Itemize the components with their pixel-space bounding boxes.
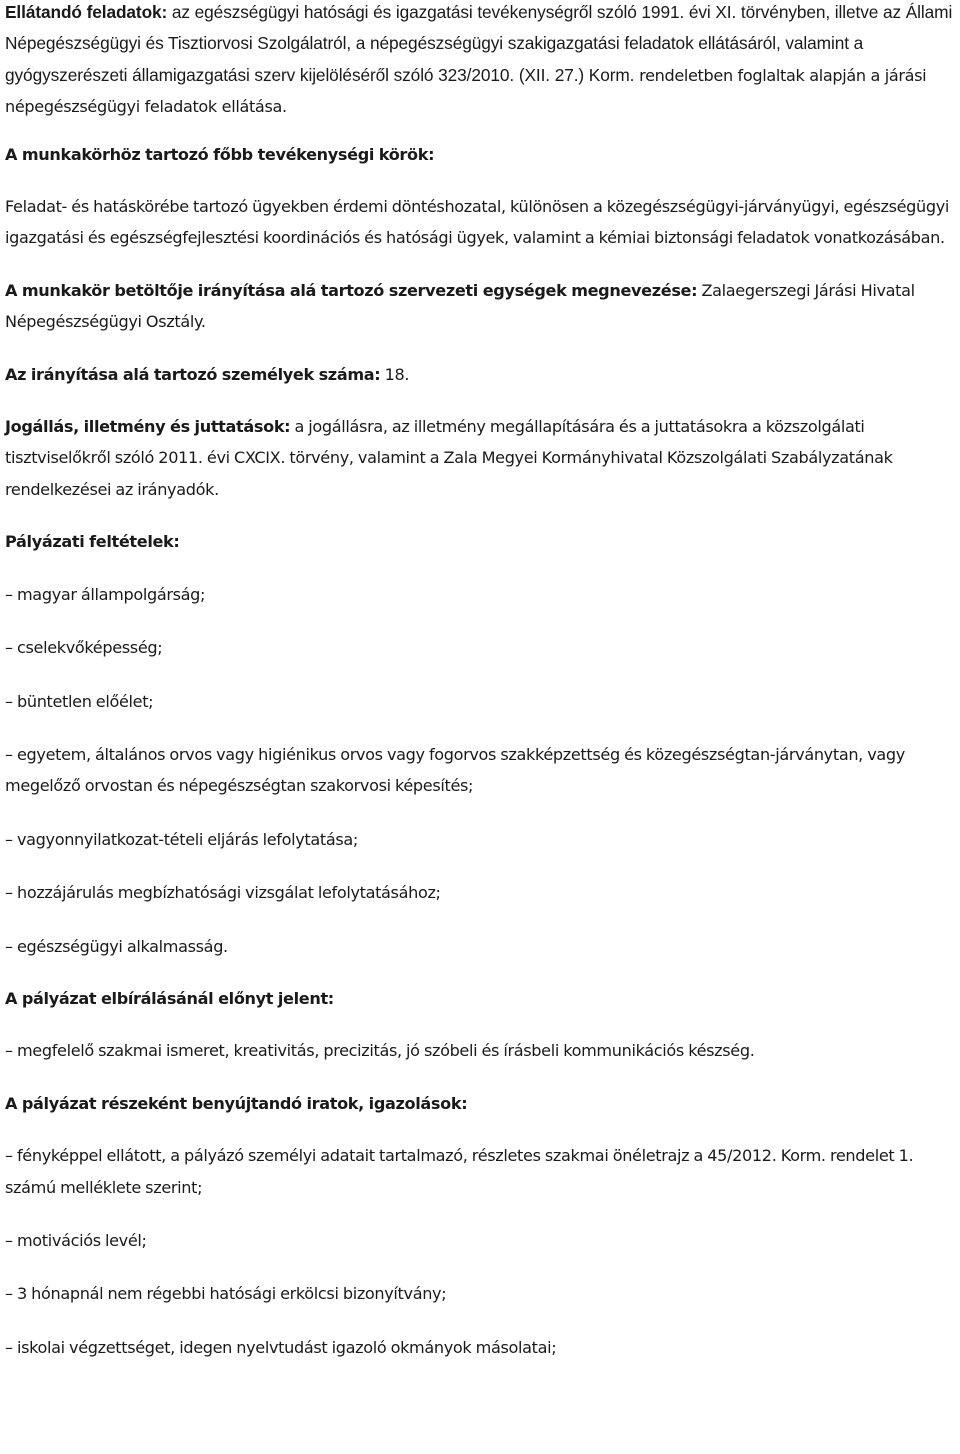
list-item: – cselekvőképesség; — [5, 638, 163, 658]
list-item: – megfelelő szakmai ismeret, kreativitás, precizitás, jó szóbeli és írásbeli kommunikációs készség. — [5, 1041, 755, 1061]
dash-bullet: – — [5, 936, 13, 956]
units-value: Zalaegerszegi Járási Hivatal Népegészségügyi Osztály. — [5, 280, 915, 332]
list-item: – motivációs levél; — [5, 1230, 147, 1250]
conditions-list — [5, 579, 955, 962]
list-item: – egyetem, általános orvos vagy higiénikus orvos vagy fogorvos szakképzettség és közegészségtan-járványtan, vagy megelőző orvostan és népegészségtan szakorvosi képesítés; — [5, 744, 905, 796]
salary-value: a jogállásra, az illetmény megállapítására és a juttatásokra a közszolgálati tisztviselőkről szóló 2011. évi CXCIX. törvény, valamint a Zala Megyei Kormányhivatal Közszolgálati Szabályzatának rendelkezései az irányadók. — [5, 417, 893, 499]
duties-heading: A munkakörhöz tartozó főbb tevékenységi körök: — [5, 144, 435, 164]
salary-paragraph — [5, 411, 955, 505]
staff-value: 18. — [380, 364, 410, 384]
list-item: – vagyonnyilatkozat-tételi eljárás lefolytatása; — [5, 829, 358, 849]
intro-paragraph — [5, 0, 955, 123]
list-item: – magyar állampolgárság; — [5, 584, 206, 604]
conditions-heading: Pályázati feltételek: — [5, 532, 180, 552]
documents-heading: A pályázat részeként benyújtandó iratok, igazolások: — [5, 1093, 468, 1113]
intro-text-part-2: rendeletben foglaltak alapján a járási népegészségügyi feladatok ellátása. — [5, 65, 927, 117]
intro-label: Ellátandó feladatok: — [5, 2, 168, 22]
dash-bullet: – — [5, 1041, 13, 1061]
staff-paragraph — [5, 359, 955, 390]
list-item: – hozzájárulás megbízhatósági vizsgálat lefolytatásához; — [5, 883, 441, 903]
list-item: – büntetlen előélet; — [5, 691, 154, 711]
advantages-heading: A pályázat elbírálásánál előnyt jelent: — [5, 988, 334, 1008]
dash-bullet: – — [5, 584, 13, 604]
salary-label: Jogállás, illetmény és juttatások: — [5, 417, 291, 437]
dash-bullet: – — [5, 829, 13, 849]
staff-label: Az irányítása alá tartozó személyek száma: — [5, 364, 381, 384]
dash-bullet: – — [5, 691, 13, 711]
intro-text-part-1: az egészségügyi hatósági és igazgatási tevékenységről szóló 1991. évi XI. törvényben, illetve az Állami Népegészségügyi és Tisztiorvosi Szolgálatról, a népegészségügyi szakigazgatási feladatok ellátásáról, valamint a gyógyszerészeti államigazgatási szerv kijelöléséről szóló 323/2010. (XII. 27.) Korm. — [5, 2, 953, 85]
advantages-list — [5, 1035, 955, 1066]
dash-bullet: – — [5, 1337, 13, 1357]
duties-text: Feladat- és hatáskörébe tartozó ügyekben érdemi döntéshozatal, különösen a közegészségügyi-járványügyi, egészségügyi igazgatási és egészségfejlesztési koordinációs és hatósági ügyek, valamint a kémiai biztonsági feladatok vonatkozásában. — [5, 197, 950, 248]
dash-bullet: – — [5, 638, 13, 658]
dash-bullet: – — [5, 1284, 13, 1304]
document-page — [5, 0, 955, 1363]
dash-bullet: – — [5, 744, 13, 764]
list-item: – iskolai végzettséget, idegen nyelvtudást igazoló okmányok másolatai; — [5, 1337, 557, 1357]
list-item: – fényképpel ellátott, a pályázó személyi adatait tartalmazó, részletes szakmai önéletrajz a 45/2012. Korm. rendelet 1. számú melléklete szerint; — [5, 1146, 914, 1197]
dash-bullet: – — [5, 1230, 13, 1250]
units-label: A munkakör betöltője irányítása alá tartozó szervezeti egységek megnevezése: — [5, 280, 698, 300]
dash-bullet: – — [5, 883, 13, 903]
units-paragraph — [5, 275, 955, 338]
documents-list — [5, 1140, 955, 1363]
list-item: – 3 hónapnál nem régebbi hatósági erkölcsi bizonyítvány; — [5, 1284, 447, 1304]
dash-bullet: – — [5, 1146, 13, 1166]
list-item: – egészségügyi alkalmasság. — [5, 936, 228, 956]
